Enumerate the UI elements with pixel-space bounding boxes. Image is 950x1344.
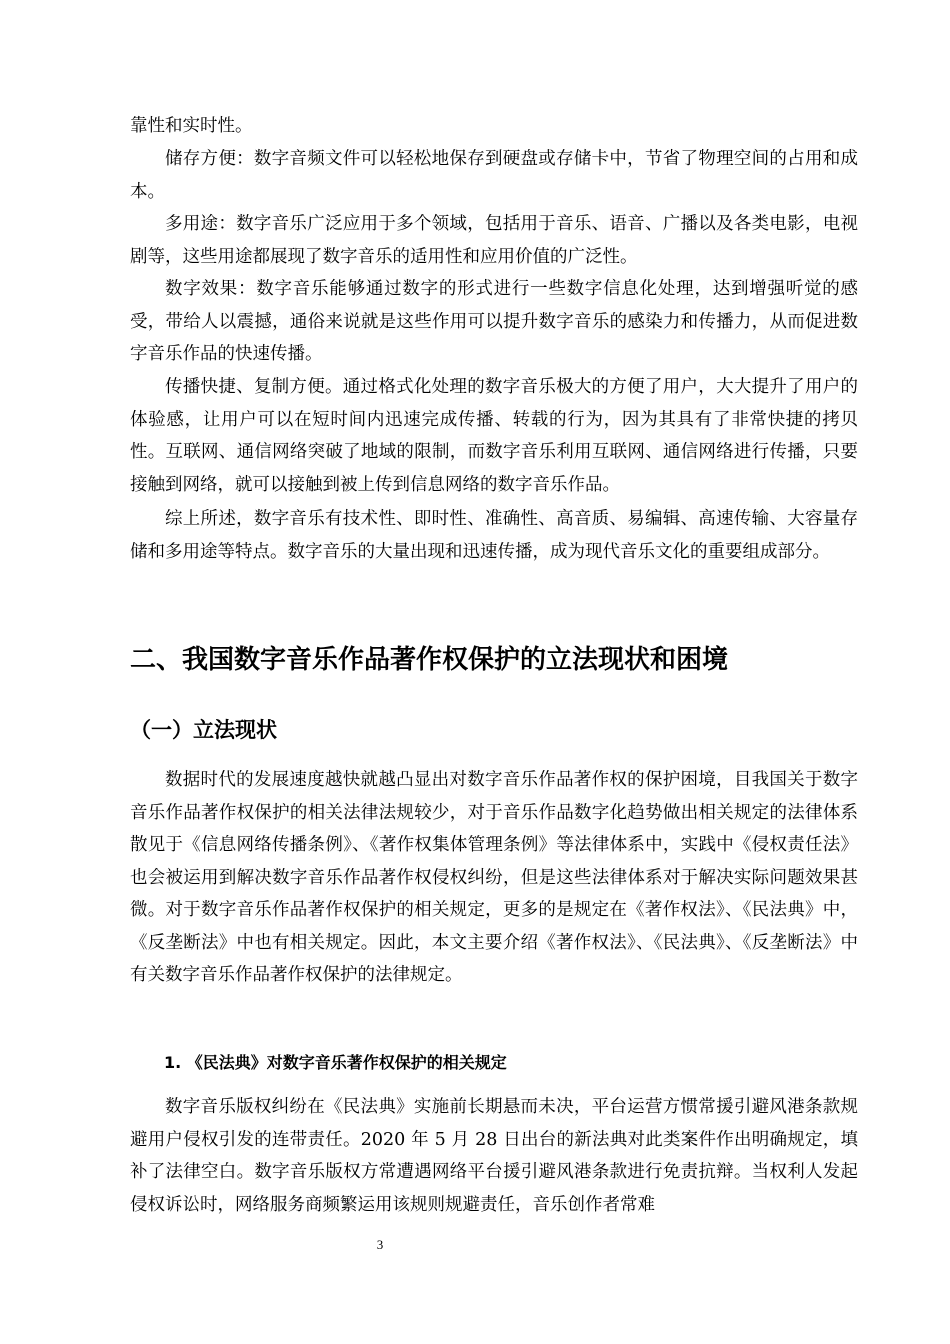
paragraph-civil-code: 数字音乐版权纠纷在《民法典》实施前长期悬而未决，平台运营方惯常援引避风港条款规避用户侵权引发的连带责任。2020 年 5 月 28 日出台的新法典对此类案件作出明确规定，填补了法律空白。数字音乐版权方常遭遇网络平台援引避风港条款进行免责抗辩。当权利人发起侵权诉讼时，网络服务商频繁运用该规则规避责任，音乐创作者常难 (130, 1097, 858, 1215)
paragraph-storage: 储存方便：数字音频文件可以轻松地保存到硬盘或存储卡中，节省了物理空间的占用和成本。 (130, 149, 858, 202)
paragraph-legislation-status: 数据时代的发展速度越快就越凸显出对数字音乐作品著作权的保护困境，目我国关于数字音乐作品著作权保护的相关法律法规较少，对于音乐作品数字化趋势做出相关规定的法律体系散见于《信息网络传播条例》、《著作权集体管理条例》等法律体系中，实践中《侵权责任法》也会被运用到解决数字音乐作品著作权侵权纠纷，但是这些法律体系对于解决实际问题效果甚微。对于数字音乐作品著作权保护的相关规定，更多的是规定在《著作权法》、《民法典》中，《反垄断法》中也有相关规定。因此，本文主要介绍《著作权法》、《民法典》、《反垄断法》中有关数字音乐作品著作权保护的法律规定。 (130, 770, 858, 985)
paragraph-spread: 传播快捷、复制方便。通过格式化处理的数字音乐极大的方便了用户，大大提升了用户的体验感，让用户可以在短时间内迅速完成传播、转载的行为，因为其具有了非常快捷的拷贝性。互联网、通信网络突破了地域的限制，而数字音乐利用互联网、通信网络进行传播，只要接触到网络，就可以接触到被上传到信息网络的数字音乐作品。 (130, 377, 858, 495)
paragraph-summary: 综上所述，数字音乐有技术性、即时性、准确性、高音质、易编辑、高速传输、大容量存储和多用途等特点。数字音乐的大量出现和迅速传播，成为现代音乐文化的重要组成部分。 (130, 509, 858, 562)
section-heading-level1: 二、我国数字音乐作品著作权保护的立法现状和困境 (130, 645, 729, 675)
section-heading-level3: 1. 《民法典》对数字音乐著作权保护的相关规定 (164, 1053, 507, 1072)
paragraph-digital-effect: 数字效果：数字音乐能够通过数字的形式进行一些数字信息化处理，达到增强听觉的感受，带给人以震撼，通俗来说就是这些作用可以提升数字音乐的感染力和传播力，从而促进数字音乐作品的快速传播。 (130, 279, 858, 364)
paragraph-multipurpose: 多用途：数字音乐广泛应用于多个领域，包括用于音乐、语音、广播以及各类电影，电视剧等，这些用途都展现了数字音乐的适用性和应用价值的广泛性。 (130, 214, 858, 267)
page-number: 3 (376, 1237, 384, 1252)
section-heading-level2: （一）立法现状 (130, 718, 277, 742)
paragraph-continuation: 靠性和实时性。 (130, 116, 253, 136)
